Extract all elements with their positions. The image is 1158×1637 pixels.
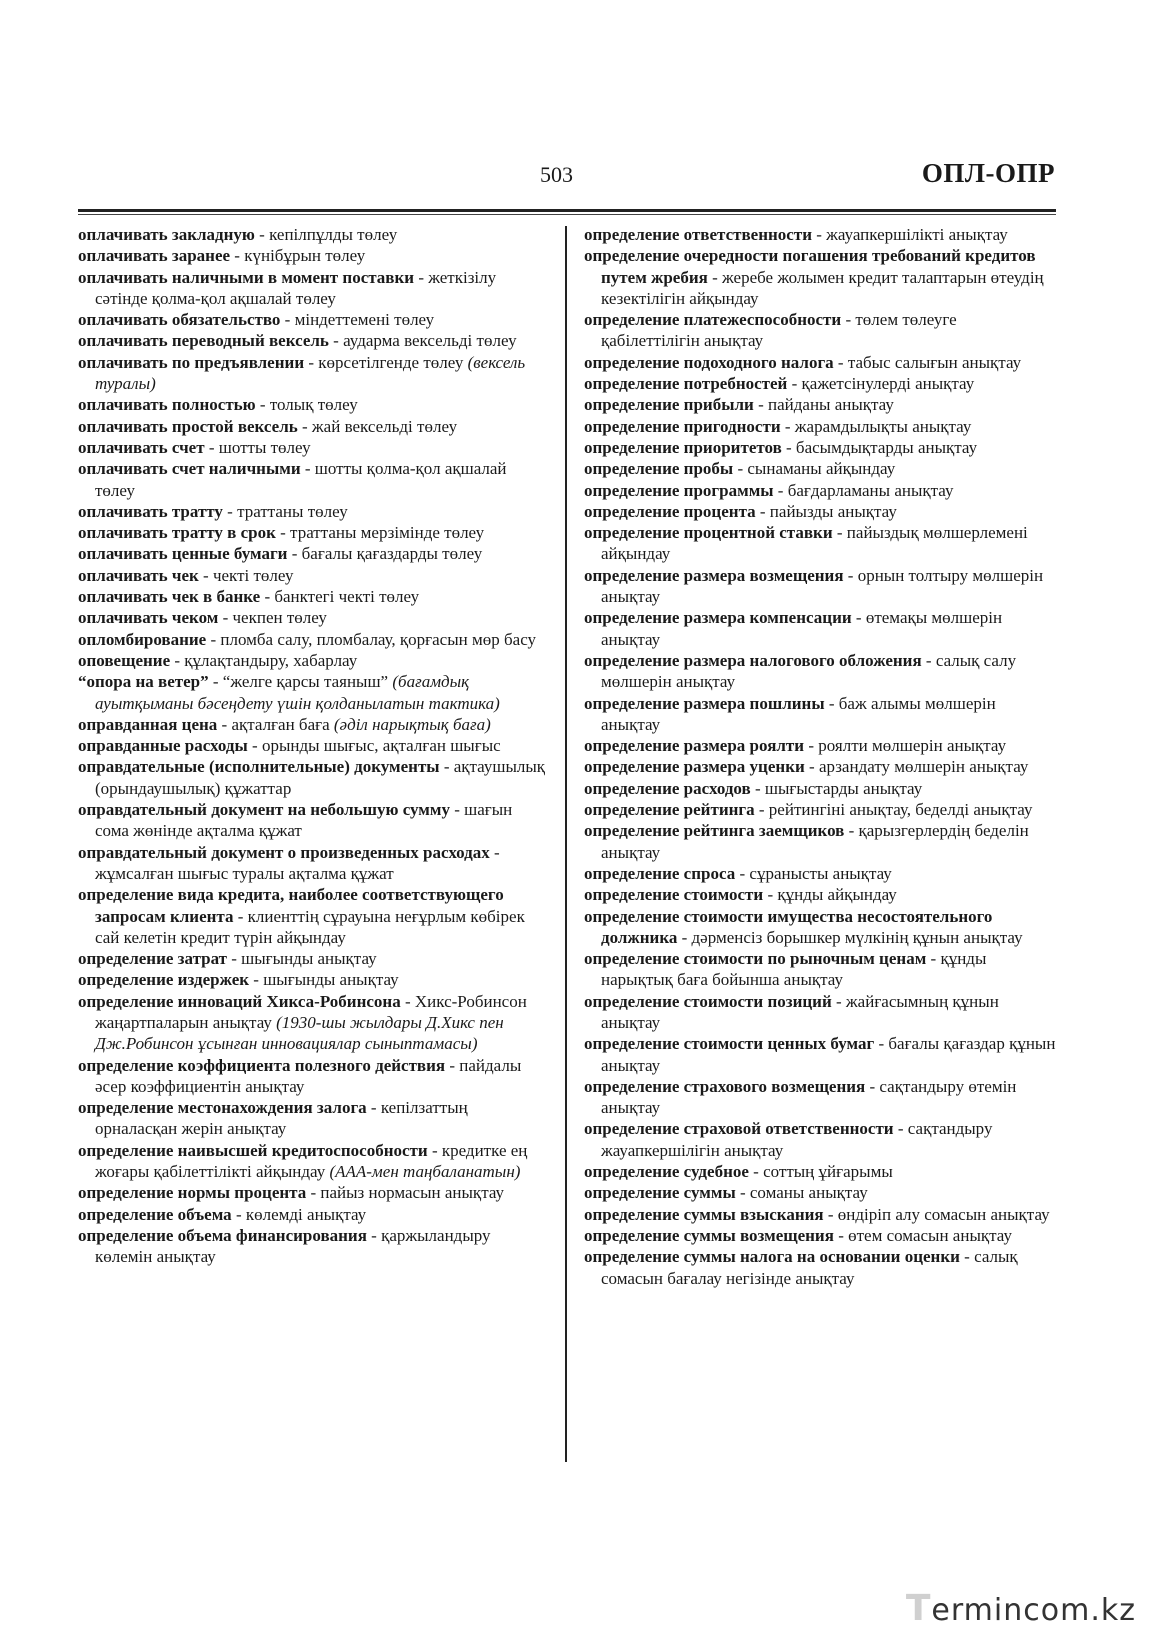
entry-definition: - клиенттің сұрауына неғұрлым көбірек сай келетін кредит түрін айқындау xyxy=(95,906,525,947)
entry-definition: - баж алымы мөлшерін анықтау xyxy=(601,693,996,734)
dictionary-entry xyxy=(584,735,1056,756)
entry-term: определение судебное xyxy=(584,1162,749,1182)
entry-term: оплачивать чек в банке xyxy=(78,587,261,607)
dictionary-entry xyxy=(584,991,1056,1034)
entry-term: определение суммы взыскания xyxy=(584,1204,824,1224)
entry-definition: - аударма вексельді төлеу xyxy=(328,331,517,351)
entry-term: определение объема xyxy=(78,1204,232,1224)
watermark-logo xyxy=(906,1588,1136,1629)
entry-definition: - роялти мөлшерін анықтау xyxy=(804,736,1007,756)
dictionary-entry xyxy=(584,756,1056,777)
dictionary-entry xyxy=(78,330,546,351)
entry-definition: - чекті төлеу xyxy=(198,565,294,585)
entry-definition: - салық сомасын бағалау негізінде анықтау xyxy=(601,1247,1018,1288)
dictionary-entry xyxy=(78,735,546,756)
entry-definition: - толық төлеу xyxy=(255,395,358,415)
entry-definition: - басымдықтарды анықтау xyxy=(781,437,978,457)
dictionary-entry xyxy=(78,1055,546,1098)
entry-definition: - шығыстарды анықтау xyxy=(750,778,923,798)
dictionary-entry xyxy=(584,906,1056,949)
dictionary-entry xyxy=(78,586,546,607)
entry-definition: - кепілзаттың орналасқан жерін анықтау xyxy=(95,1098,468,1139)
dictionary-entry xyxy=(78,714,546,735)
dictionary-entry xyxy=(584,863,1056,884)
entry-term: оплачивать простой вексель xyxy=(78,416,298,436)
entry-term: определение страховой ответственности xyxy=(584,1119,894,1139)
entry-term: оплачивать переводный вексель xyxy=(78,331,329,351)
dictionary-entry xyxy=(584,1033,1056,1076)
entry-term: определение суммы налога на основании оценки xyxy=(584,1247,960,1267)
entry-definition: - жеребе жолымен кредит талаптарын өтеудің кезектілігін айқындау xyxy=(601,267,1044,308)
dictionary-entry xyxy=(78,842,546,885)
entry-note: (вексель туралы) xyxy=(95,352,526,394)
entry-definition: - чекпен төлеу xyxy=(218,608,327,628)
entry-definition: - сақтандыру жауапкершілігін анықтау xyxy=(601,1119,993,1160)
dictionary-entry xyxy=(78,799,546,842)
entry-definition: - соттың ұйғарымы xyxy=(748,1162,893,1182)
dictionary-entry xyxy=(584,373,1056,394)
entry-term: определение издержек xyxy=(78,970,250,990)
left-column xyxy=(78,224,546,1268)
dictionary-entry xyxy=(78,1182,546,1203)
dictionary-entry xyxy=(584,245,1056,309)
entry-term: определение процента xyxy=(584,501,756,521)
entry-definition: - міндеттемені төлеу xyxy=(280,310,435,330)
entry-note: (1930-шы жылдары Д.Хикс пен Дж.Робинсон ұсынған инновациялар сыныптамасы) xyxy=(95,1012,504,1054)
entry-term: оплачивать счет наличными xyxy=(78,459,301,479)
column-divider xyxy=(565,226,567,1462)
entry-term: определение инноваций Хикса-Робинсона xyxy=(78,991,401,1011)
dictionary-entry xyxy=(78,245,546,266)
dictionary-entry xyxy=(78,224,546,245)
entry-definition: - шығынды анықтау xyxy=(227,949,377,969)
entry-definition: - қарызгерлердің беделін анықтау xyxy=(601,821,1029,862)
entry-definition: - пайызды анықтау xyxy=(755,501,897,521)
entry-term: определение размера налогового обложения xyxy=(584,650,922,670)
dictionary-entry xyxy=(584,778,1056,799)
entry-definition: - күнібұрын төлеу xyxy=(230,246,366,266)
dictionary-entry xyxy=(78,437,546,458)
dictionary-entry xyxy=(78,543,546,564)
entry-term: определение платежеспособности xyxy=(584,310,842,330)
entry-term: определение потребностей xyxy=(584,374,788,394)
dictionary-entry xyxy=(78,884,546,948)
dictionary-entry xyxy=(584,799,1056,820)
entry-term: оплачивать закладную xyxy=(78,225,255,244)
entry-term: определение пригодности xyxy=(584,416,781,436)
dictionary-entry xyxy=(584,820,1056,863)
entry-term: оплачивать обязательство xyxy=(78,310,281,330)
header-range: ОПЛ-ОПР xyxy=(921,158,1055,188)
entry-definition: - “желге қарсы таяныш” xyxy=(208,672,393,692)
entry-definition: - соманы анықтау xyxy=(735,1183,868,1203)
entry-term: определение коэффициента полезного действия xyxy=(78,1055,446,1075)
entry-definition: - құнды нарықтық баға бойынша анықтау xyxy=(601,949,987,990)
entry-definition: - дәрменсіз борышкер мүлкінің құнын анықтау xyxy=(677,927,1023,947)
entry-definition: - шотты төлеу xyxy=(204,437,311,457)
dictionary-entry xyxy=(584,693,1056,736)
entry-definition: - пайданы анықтау xyxy=(753,395,894,415)
dictionary-entry xyxy=(584,1204,1056,1225)
entry-definition: - өндіріп алу сомасын анықтау xyxy=(823,1204,1050,1224)
dictionary-entry xyxy=(78,394,546,415)
entry-term: оплачивать заранее xyxy=(78,246,231,266)
entry-term: определение размера уценки xyxy=(584,757,805,777)
dictionary-entry xyxy=(78,948,546,969)
dictionary-entry xyxy=(584,224,1056,245)
entry-term: определение объема финансирования xyxy=(78,1225,367,1245)
dictionary-entry xyxy=(584,416,1056,437)
dictionary-entry xyxy=(584,480,1056,501)
entry-definition: - сынаманы айқындау xyxy=(733,459,896,479)
entry-term: определение стоимости xyxy=(584,885,764,905)
entry-term: оправданные расходы xyxy=(78,736,248,756)
entry-term: определение расходов xyxy=(584,778,751,798)
entry-term: определение ответственности xyxy=(584,225,812,244)
entry-term: определение приоритетов xyxy=(584,437,782,457)
entry-definition: - пайыздық мөлшерлемені айқындау xyxy=(601,523,1028,564)
dictionary-entry xyxy=(78,309,546,330)
entry-term: определение страхового возмещения xyxy=(584,1076,866,1096)
dictionary-entry xyxy=(78,1204,546,1225)
entry-definition: - өтемақы мөлшерін анықтау xyxy=(601,608,1003,649)
entry-note: (ААА-мен таңбаланатын) xyxy=(329,1162,521,1182)
entry-term: определение наивысшей кредитоспособности xyxy=(78,1140,428,1160)
dictionary-entry xyxy=(78,501,546,522)
dictionary-entry xyxy=(78,756,546,799)
entry-definition: - табыс салығын анықтау xyxy=(833,352,1022,372)
dictionary-entry xyxy=(78,267,546,310)
entry-term: определение размера возмещения xyxy=(584,565,844,585)
dictionary-entry xyxy=(584,458,1056,479)
dictionary-entry xyxy=(78,458,546,501)
entry-definition: - ақталған баға xyxy=(217,714,334,734)
dictionary-entry xyxy=(584,1161,1056,1182)
entry-definition: - орнын толтыру мөлшерін анықтау xyxy=(601,565,1044,607)
dictionary-entry xyxy=(584,394,1056,415)
entry-definition: - жұмсалған шығыс туралы ақталма құжат xyxy=(95,842,500,883)
entry-definition: - құнды айқындау xyxy=(763,885,897,905)
entry-definition: - сұранысты анықтау xyxy=(735,863,892,883)
entry-definition: - төлем төлеуге қабілеттілігін анықтау xyxy=(601,310,957,351)
dictionary-entry xyxy=(584,650,1056,693)
entry-term: определение размера роялти xyxy=(584,736,805,756)
entry-term: “опора на ветер” xyxy=(78,672,209,692)
entry-term: определение подоходного налога xyxy=(584,352,834,372)
entry-term: оплачивать по предъявлении xyxy=(78,352,305,372)
dictionary-entry xyxy=(584,1118,1056,1161)
entry-definition: - жай вексельді төлеу xyxy=(297,416,458,436)
entry-term: оплачивать ценные бумаги xyxy=(78,544,288,564)
entry-term: оплачивать тратту xyxy=(78,501,223,521)
entry-term: определение пробы xyxy=(584,459,734,479)
dictionary-entry xyxy=(78,1140,546,1183)
entry-term: оправдательный документ о произведенных расходах xyxy=(78,842,490,862)
entry-term: определение суммы xyxy=(584,1183,736,1203)
entry-definition: - жарамдылықты анықтау xyxy=(780,416,972,436)
dictionary-entry xyxy=(78,671,546,714)
dictionary-entry xyxy=(78,607,546,628)
dictionary-entry xyxy=(584,565,1056,608)
entry-term: определение размера компенсации xyxy=(584,608,852,628)
entry-definition: - құлақтандыру, хабарлау xyxy=(170,650,358,670)
entry-term: определение местонахождения залога xyxy=(78,1098,367,1118)
entry-definition: - өтем сомасын анықтау xyxy=(833,1225,1012,1245)
entry-definition: - қажетсінулерді анықтау xyxy=(787,374,975,394)
entry-definition: - пайыз нормасын анықтау xyxy=(306,1183,505,1203)
dictionary-entry xyxy=(78,352,546,395)
header-rule xyxy=(78,209,1056,212)
entry-term: определение затрат xyxy=(78,949,227,969)
entry-term: определение программы xyxy=(584,480,774,500)
entry-term: определение размера пошлины xyxy=(584,693,825,713)
entry-definition: - көрсетілгенде төлеу xyxy=(304,352,468,372)
entry-note: (бағамдық ауытқыманы бәсеңдету үшін қолданылатын тактика) xyxy=(95,672,500,713)
dictionary-entry xyxy=(78,969,546,990)
entry-definition: - жеткізілу сәтінде қолма-қол ақшалай төлеу xyxy=(95,267,497,308)
entry-definition: - ақтаушылық (орындаушылық) құжаттар xyxy=(95,757,546,798)
entry-term: определение нормы процента xyxy=(78,1183,307,1203)
dictionary-entry xyxy=(584,1225,1056,1246)
dictionary-entry xyxy=(78,416,546,437)
entry-definition: - рейтингіні анықтау, беделді анықтау xyxy=(754,800,1033,820)
entry-definition: - пломба салу, пломбалау, қорғасын мөр басу xyxy=(206,629,537,649)
entry-term: определение суммы возмещения xyxy=(584,1225,834,1245)
entry-term: определение стоимости позиций xyxy=(584,991,832,1011)
entry-definition: - көлемді анықтау xyxy=(231,1204,367,1224)
dictionary-entry xyxy=(584,948,1056,991)
entry-term: опломбирование xyxy=(78,629,207,649)
entry-definition: - шығынды анықтау xyxy=(249,970,399,990)
header-rule-thin xyxy=(78,214,1056,215)
entry-definition: - қаржыландыру көлемін анықтау xyxy=(95,1225,491,1267)
dictionary-entry xyxy=(584,1076,1056,1119)
entry-definition: - траттаны төлеу xyxy=(222,501,348,521)
dictionary-entry xyxy=(78,1097,546,1140)
entry-term: оплачивать тратту в срок xyxy=(78,523,276,543)
entry-term: определение вида кредита, наиболее соответствующего запросам клиента xyxy=(78,885,504,926)
dictionary-entry xyxy=(78,522,546,543)
dictionary-entry xyxy=(584,522,1056,565)
entry-definition: - сақтандыру өтемін анықтау xyxy=(601,1076,1017,1118)
entry-term: оправдательные (исполнительные) документы xyxy=(78,757,440,777)
entry-term: оправдательный документ на небольшую сумму xyxy=(78,800,450,820)
page-number: 503 xyxy=(540,162,573,187)
dictionary-entry xyxy=(584,437,1056,458)
entry-definition: - бағдарламаны анықтау xyxy=(773,480,954,500)
entry-definition: - шотты қолма-қол ақшалай төлеу xyxy=(95,459,507,500)
entry-term: определение стоимости имущества несостоятельного должника xyxy=(584,906,993,947)
dictionary-entry xyxy=(78,629,546,650)
entry-term: оплачивать полностью xyxy=(78,395,256,415)
entry-term: оплачивать чеком xyxy=(78,608,219,628)
entry-definition: - Хикс-Робинсон жаңартпаларын анықтау xyxy=(95,991,527,1032)
dictionary-entry xyxy=(584,352,1056,373)
dictionary-entry xyxy=(584,1182,1056,1203)
entry-definition: - жауапкершілікті анықтау xyxy=(812,225,1008,244)
entry-note: (әділ нарықтық баға) xyxy=(333,714,491,734)
entry-term: определение спроса xyxy=(584,863,736,883)
dictionary-entry xyxy=(584,884,1056,905)
entry-term: определение стоимости ценных бумаг xyxy=(584,1034,875,1054)
entry-definition: - арзандату мөлшерін анықтау xyxy=(804,757,1029,777)
dictionary-entry xyxy=(78,991,546,1055)
entry-term: определение стоимости по рыночным ценам xyxy=(584,949,927,969)
dictionary-entry xyxy=(78,565,546,586)
entry-term: оплачивать наличными в момент поставки xyxy=(78,267,415,287)
entry-definition: - шағын сома жөнінде ақталма құжат xyxy=(95,800,513,841)
entry-term: определение процентной ставки xyxy=(584,523,833,543)
entry-definition: - жайғасымның құнын анықтау xyxy=(601,991,999,1032)
entry-definition: - кепілпұлды төлеу xyxy=(254,225,398,244)
dictionary-entry xyxy=(584,607,1056,650)
dictionary-entry xyxy=(584,501,1056,522)
dictionary-entry xyxy=(78,1225,546,1268)
entry-definition: - орынды шығыс, ақталған шығыс xyxy=(247,736,501,756)
entry-term: определение очередности погашения требований кредитов путем жребия xyxy=(584,246,1036,287)
entry-definition: - банктегі чекті төлеу xyxy=(260,587,420,607)
entry-term: оплачивать чек xyxy=(78,565,199,585)
entry-term: определение рейтинга заемщиков xyxy=(584,821,845,841)
entry-definition: - пайдалы әсер коэффициентін анықтау xyxy=(95,1055,522,1096)
entry-definition: - бағалы қағаздарды төлеу xyxy=(287,544,483,564)
entry-term: определение прибыли xyxy=(584,395,754,415)
entry-definition: - кредитке ең жоғары қабілеттілікті айқындау xyxy=(95,1140,528,1182)
entry-term: оплачивать счет xyxy=(78,437,205,457)
entry-term: оправданная цена xyxy=(78,714,218,734)
dictionary-entry xyxy=(584,309,1056,352)
entry-definition: - салық салу мөлшерін анықтау xyxy=(601,650,1017,692)
entry-term: оповещение xyxy=(78,650,171,670)
entry-term: определение рейтинга xyxy=(584,800,755,820)
right-column xyxy=(584,224,1056,1289)
entry-definition: - бағалы қағаздар құнын анықтау xyxy=(601,1034,1056,1075)
dictionary-entry xyxy=(584,1246,1056,1289)
watermark-logo-text: ermincom.kz xyxy=(931,1593,1136,1628)
entry-definition: - траттаны мерзімінде төлеу xyxy=(275,523,485,543)
watermark-logo-mark: T xyxy=(905,1588,932,1629)
dictionary-entry xyxy=(78,650,546,671)
